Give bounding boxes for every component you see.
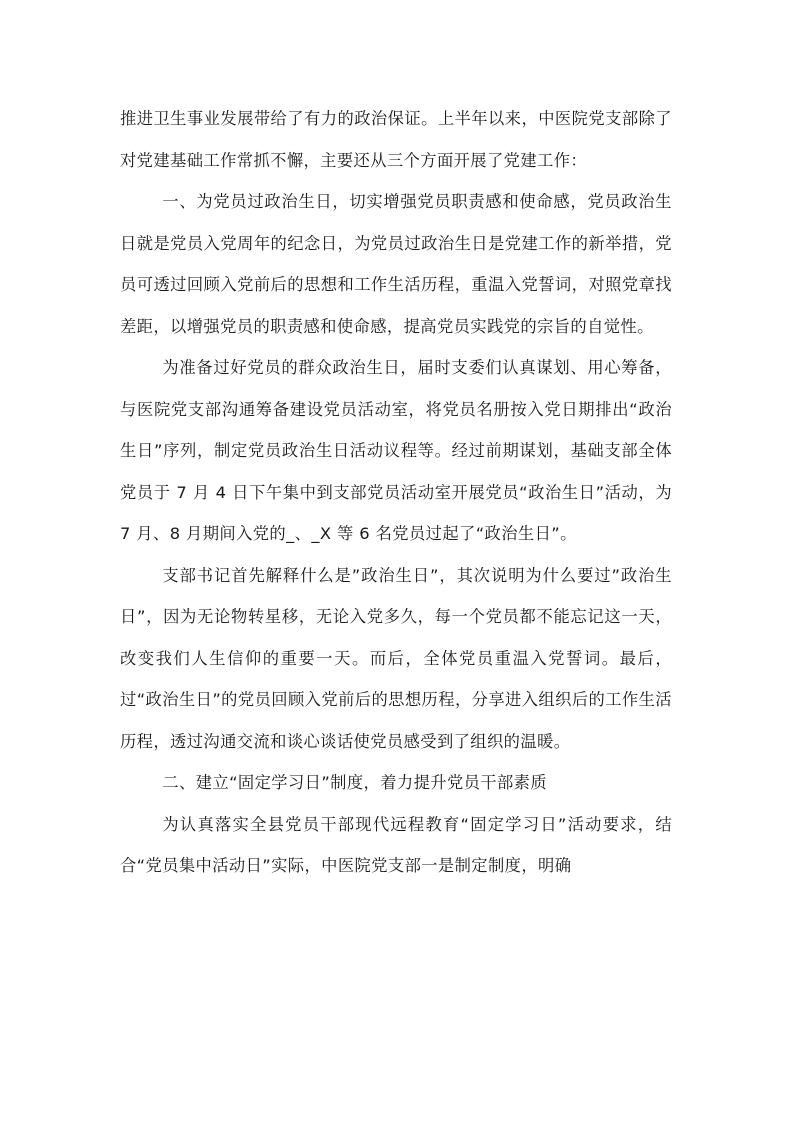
paragraph-study-day: 为认真落实全县党员干部现代远程教育“固定学习日”活动要求，结合“党员集中活动日”实际，中医院党支部一是制定制度，明确 (120, 814, 672, 875)
paragraph-secretary-explanation: 支部书记首先解释什么是”政治生日”，其次说明为什么要过”政治生日”，因为无论物转星移，无论入党多久，每一个党员都不能忘记这一天，改变我们人生信仰的重要一天。而后，全体党员重温入党誓词。最后，过“政治生日”的党员回顾入党前后的思想历程，分享进入组织后的工作生活历程，透过沟通交流和谈心谈话使党员感受到了组织的温暖。 (120, 565, 672, 751)
paragraph-intro: 推进卫生事业发展带给了有力的政治保证。上半年以来，中医院党支部除了对党建基础工作常抓不懈，主要还从三个方面开展了党建工作： (120, 109, 672, 170)
paragraph-section-one-heading: 一、为党员过政治生日，切实增强党员职责感和使命感，党员政治生日就是党员入党周年的纪念日，为党员过政治生日是党建工作的新举措，党员可透过回顾入党前后的思想和工作生活历程，重温入党誓词，对照党章找差距，以增强党员的职责感和使命感，提高党员实践党的宗旨的自觉性。 (120, 192, 672, 336)
document-body (120, 98, 672, 887)
paragraph-section-two-heading: 二、建立“固定学习日”制度，着力提升党员干部素质 (162, 773, 548, 792)
paragraph-preparation: 为准备过好党员的群众政治生日，届时支委们认真谋划、用心筹备，与医院党支部沟通筹备建设党员活动室，将党员名册按入党日期排出“政治生日”序列，制定党员政治生日活动议程等。经过前期谋划，基础支部全体党员于 7 月 4 日下午集中到支部党员活动室开展党员“政治生日”活动，为 7 月、8 月期间入党的_、_X 等 6 名党员过起了“政治生日”。 (120, 358, 672, 543)
